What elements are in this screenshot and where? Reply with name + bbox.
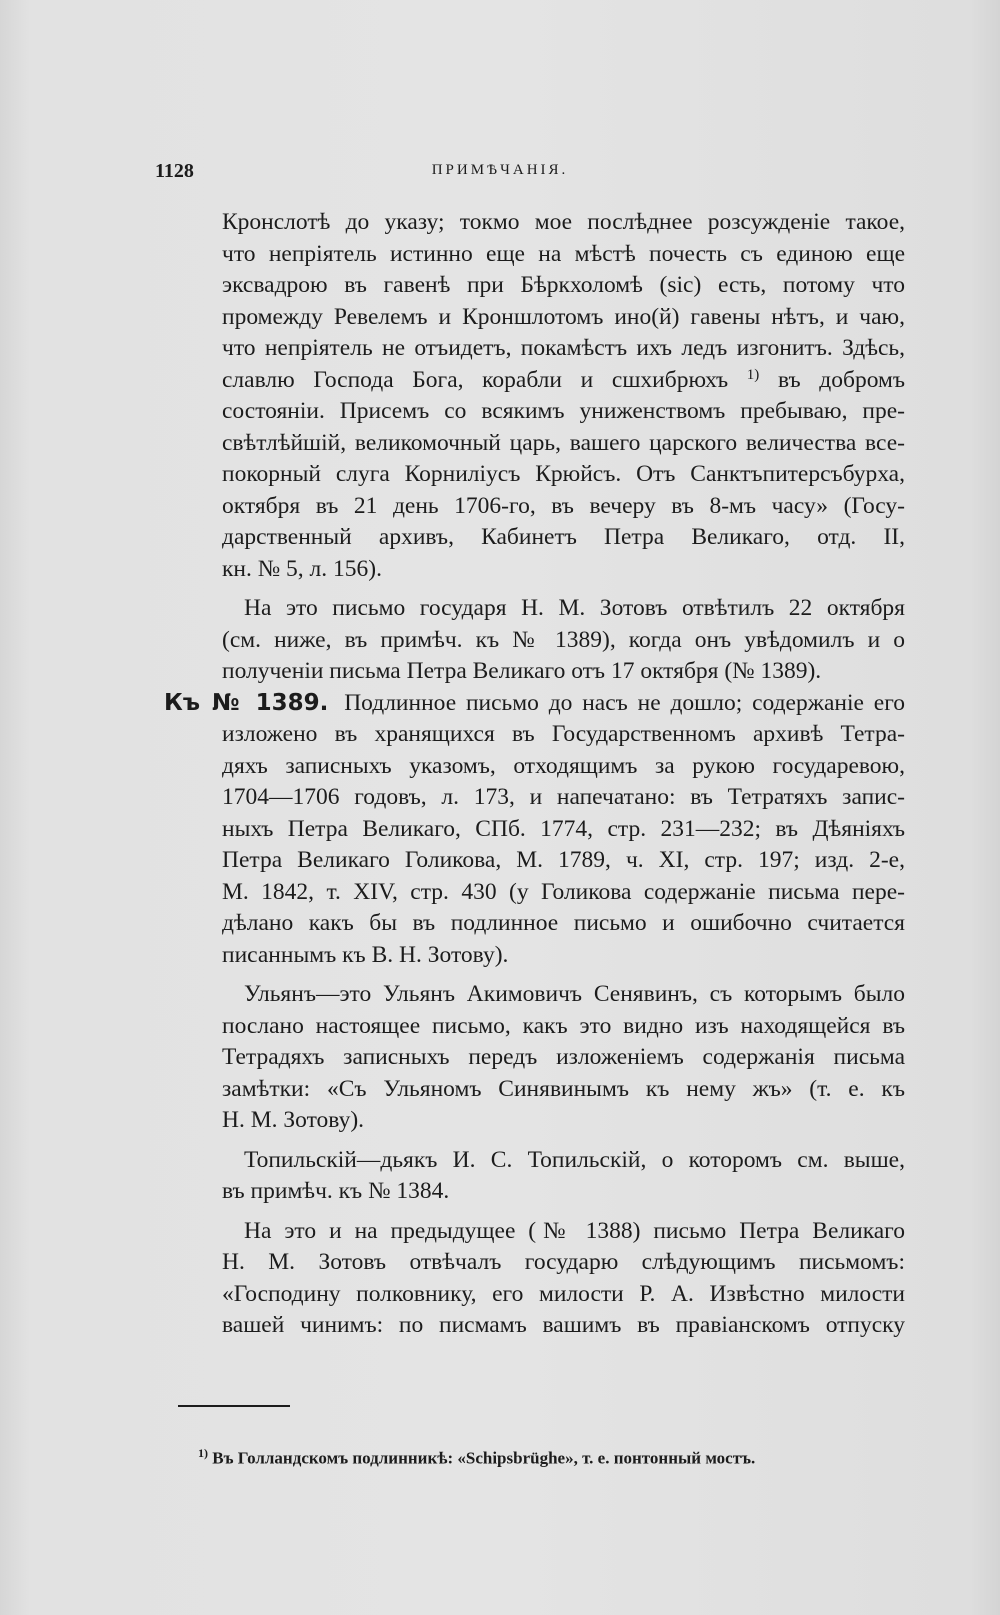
text-line: писаннымъ къ В. Н. Зотову). — [222, 941, 509, 968]
text-line: М. 1842, т. XIV, стр. 430 (у Голикова содержаніе письма пере- — [222, 878, 905, 905]
text-line: что непріятель не отъидетъ, покамѣстъ ихъ ледъ изгонитъ. Здѣсь, — [222, 335, 905, 361]
text-line: (см. ниже, въ примѣч. къ № 1389), когда онъ увѣдомилъ и о — [222, 626, 905, 653]
text-line: Ульянъ—это Ульянъ Акимовичъ Сенявинъ, съ которымъ было — [244, 981, 905, 1007]
text-line: октября въ 21 день 1706-го, въ вечеру въ 8-мъ часу» (Госу- — [222, 492, 905, 519]
footnote-reference: 1) — [746, 366, 760, 383]
text-line: Тетрадяхъ записныхъ передъ изложеніемъ содержанія письма — [222, 1044, 905, 1070]
page-number: 1128 — [155, 160, 194, 182]
footnote-marker: 1) — [198, 1446, 208, 1460]
text-line: полученіи письма Петра Великаго отъ 17 октября (№ 1389). — [222, 658, 822, 684]
text-line-part: славлю Господа Бога, корабли и сшхибрюхъ — [222, 366, 729, 393]
footnote-text: Въ Голландскомъ подлинникѣ: «Schipsbrüghe», т. е. понтонный мостъ. — [212, 1448, 756, 1468]
text-line: состояніи. Присемъ со всякимъ униженствомъ пребываю, пре- — [222, 398, 905, 424]
text-line: Петра Великаго Голикова, М. 1789, ч. XI, стр. 197; изд. 2-е, — [222, 847, 905, 873]
text-line: ныхъ Петра Великаго, СПб. 1774, стр. 231—232; въ Дѣяніяхъ — [222, 815, 905, 842]
text-line: Топильскій—дьякъ И. С. Топильскій, о которомъ см. выше, — [244, 1146, 905, 1173]
text-line: Н. М. Зотову). — [222, 1107, 365, 1133]
text-line: 1704—1706 годовъ, л. 173, и напечатано: въ Тетратяхъ запис- — [222, 784, 905, 810]
text-line — [222, 365, 905, 397]
text-line: Н. М. Зотовъ отвѣчалъ государю слѣдующимъ письмомъ: — [222, 1249, 905, 1275]
text-line: На это письмо государя Н. М. Зотовъ отвѣтилъ 22 октября — [244, 595, 905, 621]
entry-label: Къ № 1389. — [164, 689, 329, 716]
text-line: Кронслотѣ до указу; токмо мое послѣднее розсужденіе такое, — [222, 209, 905, 235]
text-line: «Господину полковнику, его милости Р. А. Извѣстно милости — [222, 1280, 905, 1307]
footnote-divider — [178, 1405, 290, 1407]
text-line-part: въ добромъ — [777, 366, 906, 393]
text-line: эксвадрою въ гавенѣ при Бѣркхоломѣ (sic) есть, потому что — [222, 272, 905, 298]
text-line: дяхъ записныхъ указомъ, отходящимъ за рукою государевою, — [222, 752, 905, 779]
text-line: промежду Ревелемъ и Кроншлотомъ ино(й) гавены нѣтъ, и чаю, — [222, 303, 905, 330]
text-line: что непріятель истинно еще на мѣстѣ почесть съ единою еще — [222, 240, 905, 267]
text-line: дѣлано какъ бы въ подлинное письмо и ошибочно считается — [222, 910, 905, 936]
text-line: покорный слуга Корниліусъ Крюйсъ. Отъ Санктъпитерсъбурха, — [222, 461, 905, 487]
entry-heading-line — [164, 688, 905, 720]
entry-first-line: Подлинное письмо до насъ не дошло; содержаніе его — [344, 689, 906, 716]
main-text — [164, 207, 906, 1342]
text-line: замѣтки: «Съ Ульяномъ Синявинымъ къ нему жъ» (т. е. къ — [222, 1075, 905, 1102]
text-line: вашей чинимъ: по писмамъ вашимъ въ правіанскомъ отпуску — [222, 1312, 905, 1338]
footnote — [198, 1446, 878, 1469]
text-line: свѣтлѣйшій, великомочный царь, вашего царского величества все- — [222, 429, 905, 456]
text-line: дарственный архивъ, Кабинетъ Петра Великаго, отд. II, — [222, 524, 905, 550]
text-line: изложено въ хранящихся въ Государственномъ архивѣ Тетра- — [222, 721, 905, 747]
running-title: ПРИМѢЧАНІЯ. — [431, 162, 569, 178]
running-head — [155, 160, 855, 190]
text-line: На это и на предыдущее (№ 1388) письмо Петра Великаго — [244, 1217, 905, 1244]
text-line: кн. № 5, л. 156). — [222, 555, 382, 582]
text-line: послано настоящее письмо, какъ это видно изъ находящейся въ — [222, 1012, 905, 1039]
text-line: въ примѣч. къ № 1384. — [222, 1178, 450, 1204]
